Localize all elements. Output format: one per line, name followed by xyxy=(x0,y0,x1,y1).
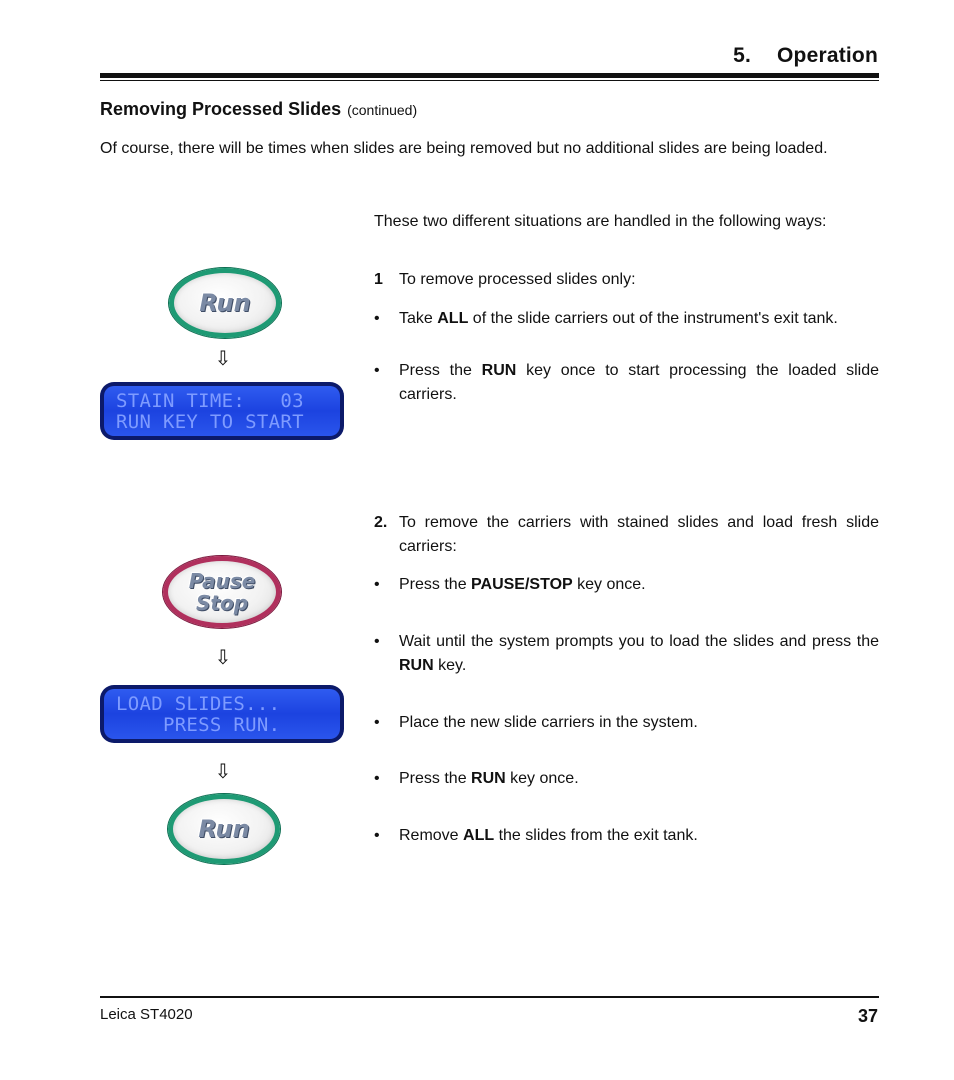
step-2-bullet-1: • Press the PAUSE/STOP key once. xyxy=(374,576,646,593)
step-1-bullet-1: • Take ALL of the slide carriers out of the instrument's exit tank. xyxy=(374,310,838,327)
section-title xyxy=(100,99,417,120)
pause-key-label: Pause xyxy=(188,569,256,593)
down-arrow-icon-3: ⇩ xyxy=(214,761,232,783)
step-1-bullet-2: • Press the RUN key once to start processing the loaded slide carriers. xyxy=(374,362,880,403)
step-1-heading xyxy=(374,268,879,292)
section-title-note: (continued) xyxy=(347,102,418,118)
run-key-label-2: Run xyxy=(198,815,250,843)
lcd-display-load-slides xyxy=(100,685,344,743)
lcd-line-2: RUN KEY TO START xyxy=(116,411,304,433)
chapter-title: Operation xyxy=(777,44,878,67)
step-2-bullet-4: • Press the RUN key once. xyxy=(374,770,579,787)
lcd-line-1: LOAD SLIDES... xyxy=(116,693,281,715)
run-key-image-1 xyxy=(169,268,281,338)
down-arrow-icon-1: ⇩ xyxy=(214,348,232,370)
down-arrow-icon-2: ⇩ xyxy=(214,647,232,669)
section-title-text: Removing Processed Slides xyxy=(100,99,342,119)
step-2-heading xyxy=(374,511,879,559)
pause-stop-key-image xyxy=(163,556,281,628)
header-rule-thin xyxy=(100,80,879,81)
footer-rule xyxy=(100,996,879,998)
lcd-line-2: PRESS RUN. xyxy=(116,714,281,736)
intro-paragraph: Of course, there will be times when slides are being removed but no additional slides are being loaded. xyxy=(100,140,828,157)
step-2-bullet-3: • Place the new slide carriers in the system. xyxy=(374,714,698,731)
chapter-heading xyxy=(733,44,878,68)
step-1-title: To remove processed slides only: xyxy=(399,271,636,288)
chapter-number: 5. xyxy=(733,44,752,67)
step-2-bullet-2: • Wait until the system prompts you to load the slides and press the RUN key. xyxy=(374,633,879,674)
stop-key-label: Stop xyxy=(195,591,249,615)
step-2-bullet-5: • Remove ALL the slides from the exit tank. xyxy=(374,827,698,844)
step-1-number: 1 xyxy=(374,271,383,288)
run-key-image-2 xyxy=(168,794,280,864)
footer-product: Leica ST4020 xyxy=(100,1006,193,1023)
lcd-display-stain-time xyxy=(100,382,344,440)
page-number: 37 xyxy=(857,1006,878,1026)
header-rule-thick xyxy=(100,73,879,78)
run-key-label-1: Run xyxy=(199,289,251,317)
situations-paragraph: These two different situations are handled in the following ways: xyxy=(374,213,827,230)
step-2-number: 2. xyxy=(374,514,388,531)
lcd-line-1: STAIN TIME: 03 xyxy=(116,390,304,412)
step-2-title: To remove the carriers with stained slides and load fresh slide carriers: xyxy=(399,514,879,555)
